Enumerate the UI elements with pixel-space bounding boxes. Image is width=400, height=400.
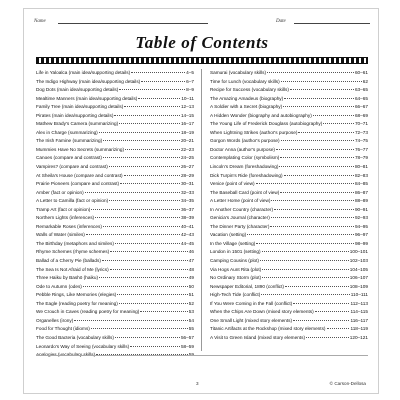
dot-leader <box>267 72 354 73</box>
toc-entry-pages: 12–13 <box>180 104 194 110</box>
dot-leader <box>247 234 354 235</box>
toc-entry-pages: 6–7 <box>186 78 194 84</box>
toc-entry-title: Mathew Brady's Camera (summarizing) <box>36 121 119 127</box>
dot-leader <box>271 217 354 218</box>
dot-leader <box>124 106 180 107</box>
toc-entry-title: Genicia's Journal (character) <box>210 215 270 221</box>
toc-entry-pages: 4–5 <box>186 70 194 75</box>
toc-entry <box>36 137 194 146</box>
copyright-text: © Carson-Dellosa <box>329 381 366 386</box>
toc-entry <box>210 69 368 78</box>
toc-entry-pages: 102–103 <box>349 258 368 264</box>
dot-leader <box>103 157 180 158</box>
toc-entry <box>210 257 368 266</box>
dot-leader <box>109 166 180 167</box>
toc-entry-pages: 96–97 <box>354 232 368 238</box>
dot-leader <box>262 269 349 270</box>
toc-entry-pages: 38–39 <box>180 215 194 221</box>
toc-entry <box>210 248 368 257</box>
toc-entry-pages: 78–79 <box>354 155 368 161</box>
toc-entry-pages: 63–65 <box>354 87 368 93</box>
toc-entry-pages: 64–65 <box>354 95 368 101</box>
toc-entry <box>210 180 368 189</box>
dot-leader <box>274 209 354 210</box>
dot-leader <box>91 209 180 210</box>
toc-entry-pages: 70–71 <box>354 121 368 127</box>
toc-entry <box>36 180 194 189</box>
toc-entry-title: Newspaper Editorial, 1890 (conflict) <box>210 283 284 289</box>
toc-entry <box>36 300 194 309</box>
dot-leader <box>279 166 354 167</box>
toc-entry <box>210 206 368 215</box>
toc-entry <box>36 78 194 87</box>
dot-leader <box>293 320 349 321</box>
bottom-divider <box>36 355 368 356</box>
toc-entry <box>36 112 194 121</box>
toc-entry-title: Vampires? (compare and contrast) <box>36 164 108 170</box>
toc-entry-pages: 76–77 <box>354 146 368 152</box>
toc-entry-pages: 116–117 <box>350 317 368 323</box>
toc-entry-title: Samurai (vocabulary skills) <box>210 70 267 75</box>
toc-entry-pages: 47 <box>188 258 194 264</box>
toc-entry-title: Ode to Autumn (odes) <box>36 283 82 289</box>
toc-entry-title: The Eagle (reading poetry for meaning) <box>36 300 118 306</box>
toc-entry-title: Mummies Have No Secrets (summarizing) <box>36 146 125 152</box>
dot-leader <box>114 115 180 116</box>
dot-leader <box>102 260 188 261</box>
page-number: 3 <box>196 381 199 386</box>
toc-entry-pages: 56–57 <box>180 334 194 340</box>
toc-entry-title: Life in Yaloalca (main idea/supporting details) <box>36 70 131 75</box>
toc-entry-title: High-Tech Tide (conflict) <box>210 292 261 298</box>
toc-entry-pages: 8–9 <box>186 87 194 93</box>
dot-leader <box>140 311 187 312</box>
toc-entry-pages: 120–121 <box>349 334 368 340</box>
dot-leader <box>95 217 180 218</box>
toc-entry <box>36 266 194 275</box>
toc-entry-title: A Hidden Wonder (biography and autobiography) <box>210 112 312 118</box>
toc-entry <box>210 163 368 172</box>
dot-leader <box>109 200 180 201</box>
toc-entry-pages: 20–21 <box>180 138 194 144</box>
toc-entry-pages: 28–29 <box>180 172 194 178</box>
page-title: Table of Contents <box>135 33 269 52</box>
toc-entry <box>36 317 194 326</box>
dot-leader <box>86 234 180 235</box>
name-line[interactable] <box>58 18 208 24</box>
toc-entry <box>36 334 194 343</box>
toc-entry-title: Doctor Anna (author's purpose) <box>210 146 275 152</box>
toc-entry-pages: 48 <box>188 266 194 272</box>
toc-entry <box>210 283 368 292</box>
toc-entry-pages: 112–113 <box>350 300 368 306</box>
toc-right-column <box>210 69 368 343</box>
toc-entry <box>210 172 368 181</box>
toc-entry-title: When the Chips Are Down (mixed story elements) <box>210 309 314 315</box>
toc-entry-title: When Lightning Strikes (author's purpose) <box>210 129 298 135</box>
dot-leader <box>280 192 354 193</box>
toc-entry-pages: 82–83 <box>354 172 368 178</box>
toc-entry-pages: 46 <box>188 249 194 255</box>
toc-entry <box>210 197 368 206</box>
toc-entry-pages: 106–107 <box>349 275 368 281</box>
toc-entry <box>210 154 368 163</box>
toc-entry-pages: 86–87 <box>354 189 368 195</box>
toc-entry-pages: 16–17 <box>180 121 194 127</box>
toc-entry-title: Organelles (irony) <box>36 317 74 323</box>
toc-entry <box>210 95 368 104</box>
dot-leader <box>91 328 188 329</box>
toc-entry-title: At Sheila's House (compare and contrast) <box>36 172 123 178</box>
dot-leader <box>293 303 349 304</box>
toc-entry-pages: 32–33 <box>180 189 194 195</box>
dot-leader <box>138 98 180 99</box>
date-line[interactable] <box>294 18 370 24</box>
toc-left-column <box>36 69 194 360</box>
toc-entry-title: Walls of Water (similes) <box>36 232 85 238</box>
toc-entry <box>36 120 194 129</box>
name-label: Name <box>34 19 46 24</box>
toc-entry-pages: 10–11 <box>181 95 194 101</box>
toc-entry-pages: 72–73 <box>354 129 368 135</box>
toc-entry-title: Canoes (compare and contrast) <box>36 155 102 161</box>
toc-entry <box>210 120 368 129</box>
toc-entry-pages: 66–67 <box>354 104 368 110</box>
toc-entry <box>210 189 368 198</box>
dot-leader <box>117 294 188 295</box>
toc-entry <box>36 325 194 334</box>
dot-leader <box>280 157 354 158</box>
toc-entry-title: Vacation (setting) <box>210 232 247 238</box>
dot-leader <box>260 260 349 261</box>
toc-entry-pages: 92–93 <box>354 215 368 221</box>
toc-entry-pages: 98–99 <box>354 240 368 246</box>
dot-leader <box>130 346 180 347</box>
toc-entry <box>36 257 194 266</box>
toc-entry-pages: 90–91 <box>354 206 368 212</box>
dot-leader <box>85 192 180 193</box>
toc-entry-pages: 84–85 <box>354 181 368 187</box>
toc-entry-title: Time for Lunch (vocabulary skills) <box>210 78 280 84</box>
toc-entry <box>210 214 368 223</box>
dot-leader <box>74 320 188 321</box>
toc-entry-pages: 94–95 <box>354 223 368 229</box>
toc-entry-title: A Letter Home (point of view) <box>210 198 271 204</box>
toc-entry-title: Mealtime Manners (main idea/supporting details) <box>36 95 138 101</box>
toc-entry <box>210 308 368 317</box>
toc-entry <box>36 214 194 223</box>
toc-entry-title: We Crouch in Caves (reading poetry for meaning) <box>36 309 140 315</box>
toc-entry-pages: 60–61 <box>354 70 368 75</box>
toc-entry-title: Gorgon Words (author's purpose) <box>210 138 280 144</box>
toc-entry-title: Alex in Charge (summarizing) <box>36 129 98 135</box>
toc-entry-title: Ballad of a Cherry Pie (ballads) <box>36 258 101 264</box>
toc-entry <box>210 266 368 275</box>
toc-entry <box>210 274 368 283</box>
dot-leader <box>262 251 349 252</box>
dot-leader <box>323 123 354 124</box>
dot-leader <box>306 337 349 338</box>
toc-entry-title: Leonardo's Way of Seeing (vocabulary skills) <box>36 343 130 349</box>
toc-entry-pages: 68–69 <box>354 112 368 118</box>
toc-entry-pages: 24–25 <box>180 155 194 161</box>
toc-entry <box>36 163 194 172</box>
toc-entry-pages: 80–81 <box>354 164 368 170</box>
toc-entry <box>36 274 194 283</box>
toc-entry-pages: 100–101 <box>349 249 368 255</box>
dot-leader <box>119 123 180 124</box>
toc-entry-pages: 55 <box>188 326 194 332</box>
dot-leader <box>284 98 354 99</box>
toc-entry-title: If You Were Coming in the Fall (conflict) <box>210 300 293 306</box>
dot-leader <box>283 106 354 107</box>
toc-entry-pages: 40–41 <box>180 223 194 229</box>
toc-entry-pages: 104–105 <box>349 266 368 272</box>
toc-entry-title: Prairie Pioneers (compare and contrast) <box>36 181 120 187</box>
toc-entry <box>36 231 194 240</box>
dot-leader <box>103 140 180 141</box>
toc-entry-pages: 44–45 <box>180 240 194 246</box>
toc-entry-title: The Sea Is Not Afraid of Me (lyrics) <box>36 266 109 272</box>
toc-entry-title: Food for Thought (idioms) <box>36 326 90 332</box>
dot-leader <box>327 328 350 329</box>
toc-entry-title: A Visit to Green Island (mixed story elements) <box>210 334 306 340</box>
toc-entry-title: Pebble Rings, Like Memories (elegies) <box>36 292 117 298</box>
toc-entry-title: The Birthday (metaphors and similes) <box>36 240 114 246</box>
dot-leader <box>270 226 354 227</box>
dot-leader <box>125 149 180 150</box>
toc-entry-pages: 49 <box>188 275 194 281</box>
dot-leader <box>83 286 188 287</box>
toc-entry-pages: 58–59 <box>180 343 194 349</box>
toc-entry <box>210 112 368 121</box>
toc-entry-pages: 52 <box>188 300 194 306</box>
toc-entry <box>210 231 368 240</box>
dot-leader <box>119 303 188 304</box>
dot-leader <box>124 175 180 176</box>
toc-entry <box>210 86 368 95</box>
toc-entry-pages: 74–75 <box>354 138 368 144</box>
dot-leader <box>313 115 354 116</box>
toc-entry-title: The Irish Famine (summarizing) <box>36 138 103 144</box>
toc-entry <box>210 317 368 326</box>
dot-leader <box>281 140 354 141</box>
toc-entry <box>36 129 194 138</box>
toc-entry-title: In Another Country (character) <box>210 206 274 212</box>
dot-leader <box>110 269 188 270</box>
toc-entry-pages: 34–35 <box>180 198 194 204</box>
dot-leader <box>290 89 354 90</box>
toc-entry-title: In the Village (setting) <box>210 240 256 246</box>
toc-entry-title: The Young Life of Frederick Douglass (autobiography) <box>210 121 323 127</box>
toc-entry <box>210 334 368 343</box>
toc-entry <box>210 291 368 300</box>
toc-entry <box>36 206 194 215</box>
toc-entry-title: Three Haiku by Bashō (haiku) <box>36 275 99 281</box>
toc-entry <box>210 129 368 138</box>
dot-leader <box>281 81 362 82</box>
toc-entry <box>36 154 194 163</box>
toc-entry-pages: 51 <box>188 292 194 298</box>
dot-leader <box>315 311 350 312</box>
toc-entry <box>210 240 368 249</box>
toc-entry-title: The Indigo Highway (main idea/supporting details) <box>36 78 141 84</box>
toc-entry <box>36 343 194 352</box>
toc-entry-pages: 54 <box>188 317 194 323</box>
toc-entry-pages: 53 <box>188 309 194 315</box>
toc-entry <box>210 137 368 146</box>
toc-entry-title: Rhyme Schemes (rhyme schemes) <box>36 249 110 255</box>
toc-entry-pages: 108–109 <box>349 283 368 289</box>
toc-entry-title: Camping Cousins (plot) <box>210 258 259 264</box>
toc-entry <box>210 78 368 87</box>
toc-entry <box>210 103 368 112</box>
dot-leader <box>99 132 180 133</box>
toc-entry <box>36 172 194 181</box>
worksheet-page <box>23 8 379 394</box>
toc-entry-title: Pirates (main idea/supporting details) <box>36 112 114 118</box>
dot-leader <box>276 149 354 150</box>
dot-leader <box>115 337 180 338</box>
toc-entry-title: The Baseball Card (point of view) <box>210 189 280 195</box>
toc-entry-title: Recipe for Success (vocabulary skills) <box>210 87 289 93</box>
page-footer <box>24 381 380 391</box>
toc-entry-pages: 62 <box>362 78 368 84</box>
dot-leader <box>131 72 185 73</box>
dot-leader <box>284 175 354 176</box>
dot-leader <box>120 183 180 184</box>
toc-entry-title: Amber (fact or opinion) <box>36 189 84 195</box>
toc-entry <box>36 197 194 206</box>
dot-leader <box>298 132 354 133</box>
toc-entry-title: The Amazing Amadeus (biography) <box>210 95 284 101</box>
toc-entry-title: A Soldier with a Secret (biography) <box>210 104 283 110</box>
toc-entry <box>36 223 194 232</box>
toc-entry-pages: 26–27 <box>180 164 194 170</box>
dot-leader <box>271 200 354 201</box>
toc-entry-title: Family Tree (main idea/supporting details) <box>36 104 124 110</box>
dot-leader <box>261 294 350 295</box>
toc-entry-pages: 30–31 <box>180 181 194 187</box>
toc-entry-pages: 50 <box>188 283 194 289</box>
toc-entry-pages: 18–19 <box>180 129 194 135</box>
toc-entry-title: Dog Dots (main idea/supporting details) <box>36 87 119 93</box>
toc-entry-pages: 36–37 <box>180 206 194 212</box>
toc-entry-pages: 88–89 <box>354 198 368 204</box>
toc-entry-pages: 114–115 <box>350 309 368 315</box>
toc-entry <box>36 291 194 300</box>
dot-leader <box>103 226 180 227</box>
dot-leader <box>262 277 349 278</box>
dot-leader <box>115 243 180 244</box>
toc-entry-title: Contemplating Color (symbolism) <box>210 155 280 161</box>
toc-entry-pages: 118–119 <box>350 326 368 332</box>
toc-entry-title: Via Hogs Aunt Rita (plot) <box>210 266 262 272</box>
decorative-border <box>36 57 368 64</box>
toc-entry-pages: 22–23 <box>180 146 194 152</box>
toc-entry <box>36 240 194 249</box>
toc-entry <box>36 308 194 317</box>
dot-leader <box>99 277 188 278</box>
toc-entry-title: Analogies (vocabulary skills) <box>36 352 96 358</box>
toc-entry <box>36 86 194 95</box>
toc-entry-title: Dick Turpin's Ride (foreshadowing) <box>210 172 283 178</box>
toc-entry-title: A Letter to Camilla (fact or opinion) <box>36 198 109 204</box>
dot-leader <box>256 183 354 184</box>
toc-entry <box>210 223 368 232</box>
toc-entry-pages: 110–111 <box>350 292 368 298</box>
toc-entry <box>36 248 194 257</box>
toc-entry <box>210 300 368 309</box>
toc-entry-title: Lincoln's Dream (foreshadowing) <box>210 164 279 170</box>
date-label: Date <box>276 19 286 24</box>
toc-entry <box>36 95 194 104</box>
toc-entry-title: The Dinner Party (character) <box>210 223 270 229</box>
toc-entry-title: One Small Light (mixed story elements) <box>210 317 293 323</box>
toc-entry <box>36 189 194 198</box>
toc-entry-title: Northern Lights (inferences) <box>36 215 95 221</box>
column-divider <box>201 69 202 351</box>
toc-entry-title: The Good Bacteria (vocabulary skills) <box>36 334 114 340</box>
name-date-fields <box>34 15 370 29</box>
dot-leader <box>110 251 188 252</box>
toc-entry <box>36 146 194 155</box>
dot-leader <box>119 89 185 90</box>
toc-entry-title: Tramp Art (fact or opinion) <box>36 206 91 212</box>
toc-entry-title: No Ordinary Storm (plot) <box>210 275 262 281</box>
dot-leader <box>256 243 354 244</box>
toc-entry <box>36 69 194 78</box>
toc-entry-pages: 59 <box>188 352 194 358</box>
toc-entry <box>36 103 194 112</box>
toc-entry-title: Venice (point of view) <box>210 181 255 187</box>
dot-leader <box>141 81 185 82</box>
toc-entry-title: Remarkable Roses (inferences) <box>36 223 102 229</box>
dot-leader <box>285 286 349 287</box>
toc-entry <box>36 283 194 292</box>
toc-entry <box>210 146 368 155</box>
toc-entry <box>210 325 368 334</box>
toc-entry-title: London in 1501 (setting) <box>210 249 261 255</box>
toc-entry-pages: 14–15 <box>180 112 194 118</box>
toc-entry-title: Titanic Artifacts at the Rockshop (mixed story elements) <box>210 326 326 332</box>
toc-entry-pages: 42–43 <box>180 232 194 238</box>
